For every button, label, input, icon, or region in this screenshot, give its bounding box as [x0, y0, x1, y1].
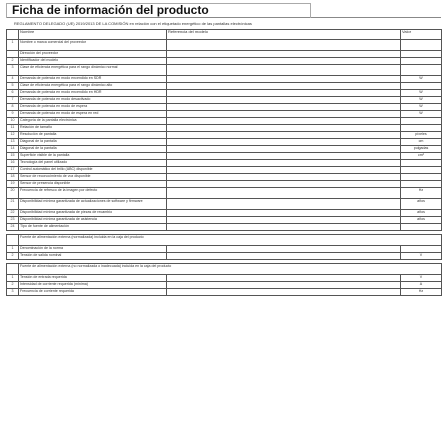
row-number	[7, 51, 19, 58]
row-number: 22	[7, 210, 19, 217]
row-number: 3	[7, 65, 19, 76]
row-unit	[401, 51, 442, 58]
row-number: 4	[7, 76, 19, 83]
row-unit: años	[401, 210, 442, 217]
row-value	[167, 160, 401, 167]
row-label: Tensión de entrada requerida	[19, 275, 167, 282]
table-row	[7, 253, 442, 260]
row-number: 18	[7, 174, 19, 181]
row-label: Diagonal de la pantalla	[19, 146, 167, 153]
row-value	[167, 58, 401, 65]
row-label: Relación de tamaño	[19, 125, 167, 132]
row-unit: V	[401, 253, 442, 260]
row-number: 1	[7, 246, 19, 253]
row-label: Demanda de potencia en modo de espera en red	[19, 111, 167, 118]
row-value	[167, 275, 401, 282]
table-row	[7, 139, 442, 146]
row-label: Identificador del modelo	[19, 58, 167, 65]
row-label: Sensor de reconocimiento de voz disponible	[19, 174, 167, 181]
row-value	[167, 111, 401, 118]
row-value	[167, 224, 401, 231]
row-unit	[401, 65, 442, 76]
row-value	[167, 167, 401, 174]
row-value	[167, 83, 401, 90]
table-row	[7, 199, 442, 210]
row-unit: V	[401, 275, 442, 282]
row-unit	[401, 83, 442, 90]
row-label: Clase de eficiencia energética para el rango dinámico normal	[19, 65, 167, 76]
row-unit	[401, 246, 442, 253]
row-label: Demanda de potencia en modo de espera	[19, 104, 167, 111]
table-row	[7, 167, 442, 174]
row-number: 5	[7, 83, 19, 90]
row-number: 17	[7, 167, 19, 174]
row-value	[167, 118, 401, 125]
row-value	[167, 90, 401, 97]
product-fiche-table	[6, 29, 442, 296]
table-row	[7, 217, 442, 224]
row-value	[167, 199, 401, 210]
header-model: Referencia del modelo	[167, 30, 401, 40]
row-number: 16	[7, 160, 19, 167]
row-number: 1	[7, 40, 19, 51]
row-label: Intensidad de corriente requerida (mínima)	[19, 282, 167, 289]
row-value	[167, 65, 401, 76]
row-value	[167, 104, 401, 111]
document-title: Ficha de información del producto	[12, 3, 209, 17]
row-number: 2	[7, 253, 19, 260]
row-value	[167, 246, 401, 253]
row-value	[167, 217, 401, 224]
table-row	[7, 289, 442, 296]
row-number: 8	[7, 104, 19, 111]
row-unit	[401, 118, 442, 125]
row-label: Tecnología del panel utilizado	[19, 160, 167, 167]
row-label: Clase de eficiencia energética para el rango dinámico alto	[19, 83, 167, 90]
row-number: 12	[7, 132, 19, 139]
row-label: Demanda de potencia en modo encendido en SDR	[19, 76, 167, 83]
row-unit: píxeles	[401, 132, 442, 139]
row-number: 21	[7, 199, 19, 210]
row-value	[167, 132, 401, 139]
row-label: Disponibilidad mínima garantizada de actualizaciones de software y firmware	[19, 199, 167, 210]
row-number: 7	[7, 97, 19, 104]
row-unit: Hz	[401, 289, 442, 296]
row-value	[167, 289, 401, 296]
row-number: 20	[7, 188, 19, 199]
header-name: Nombre	[19, 30, 167, 40]
table-row	[7, 111, 442, 118]
row-label: Demanda de potencia en modo encendido en HDR	[19, 90, 167, 97]
row-value	[167, 40, 401, 51]
table-row	[7, 210, 442, 217]
row-unit	[401, 181, 442, 188]
row-unit: W	[401, 97, 442, 104]
table-row	[7, 76, 442, 83]
row-value	[167, 76, 401, 83]
row-value	[167, 125, 401, 132]
row-number: 15	[7, 153, 19, 160]
table-row	[7, 118, 442, 125]
table-row	[7, 146, 442, 153]
row-unit	[401, 40, 442, 51]
row-number: 9	[7, 111, 19, 118]
row-number: 6	[7, 90, 19, 97]
row-label: Tipo de fuente de alimentación	[19, 224, 167, 231]
row-label: Nombre o marca comercial del proveedor	[19, 40, 167, 51]
row-number: 14	[7, 146, 19, 153]
row-label: Denominación de la norma	[19, 246, 167, 253]
row-value	[167, 210, 401, 217]
row-label: Disponibilidad mínima garantizada de piezas de recambio	[19, 210, 167, 217]
row-unit: pulgadas	[401, 146, 442, 153]
row-number: 24	[7, 224, 19, 231]
row-unit: W	[401, 104, 442, 111]
table-header-row	[7, 30, 442, 40]
row-unit	[401, 125, 442, 132]
title-bar	[6, 3, 441, 18]
row-number: 1	[7, 275, 19, 282]
row-number: 10	[7, 118, 19, 125]
table-row	[7, 282, 442, 289]
table-row	[7, 51, 442, 58]
table-row	[7, 65, 442, 76]
row-number: 2	[7, 282, 19, 289]
row-number: 11	[7, 125, 19, 132]
row-number: 23	[7, 217, 19, 224]
row-unit: cm	[401, 139, 442, 146]
row-number: 2	[7, 58, 19, 65]
table-row	[7, 83, 442, 90]
table-row	[7, 153, 442, 160]
section-header-row	[7, 235, 442, 246]
table-row	[7, 58, 442, 65]
row-label: Tensión de salida nominal	[19, 253, 167, 260]
row-value	[167, 181, 401, 188]
row-unit	[401, 167, 442, 174]
row-unit	[401, 224, 442, 231]
row-value	[167, 51, 401, 58]
table-row	[7, 125, 442, 132]
row-label: Demanda de potencia en modo desactivado	[19, 97, 167, 104]
table-row	[7, 224, 442, 231]
row-label: Frecuencia de refresco de la imagen por defecto	[19, 188, 167, 199]
row-label: Resolución de pantalla	[19, 132, 167, 139]
row-label: Superficie visible de la pantalla	[19, 153, 167, 160]
row-unit: cm²	[401, 153, 442, 160]
row-value	[167, 139, 401, 146]
row-label: Sensor de presencia disponible	[19, 181, 167, 188]
header-value: Valor	[401, 30, 442, 40]
row-unit: años	[401, 199, 442, 210]
row-unit: W	[401, 76, 442, 83]
table-row	[7, 160, 442, 167]
row-value	[167, 253, 401, 260]
table-row	[7, 97, 442, 104]
row-value	[167, 153, 401, 160]
row-value	[167, 146, 401, 153]
row-value	[167, 97, 401, 104]
table-row	[7, 188, 442, 199]
section-header-row	[7, 264, 442, 275]
row-number: 3	[7, 289, 19, 296]
row-number: 19	[7, 181, 19, 188]
row-unit: A	[401, 282, 442, 289]
row-label: Frecuencia de corriente requerida	[19, 289, 167, 296]
section-label: Fuente de alimentación externa (no normalizada o inadecuada) incluida en la caja del producto	[19, 264, 442, 275]
row-number: 13	[7, 139, 19, 146]
row-value	[167, 282, 401, 289]
row-label: Disponibilidad mínima garantizada de asistencia	[19, 217, 167, 224]
table-row	[7, 275, 442, 282]
table-row	[7, 246, 442, 253]
table-row	[7, 40, 442, 51]
row-label: Control automático del brillo (ABC) disponible	[19, 167, 167, 174]
row-label: Dirección del proveedor	[19, 51, 167, 58]
table-row	[7, 174, 442, 181]
regulation-reference: REGLAMENTO DELEGADO (UE) 2019/2013 DE LA COMISIÓN en relación con el etiquetado energético de las pantallas electrónicas	[14, 21, 252, 26]
row-unit: W	[401, 111, 442, 118]
row-value	[167, 188, 401, 199]
row-label: Diagonal de la pantalla	[19, 139, 167, 146]
row-unit	[401, 160, 442, 167]
row-value	[167, 174, 401, 181]
row-label: Categoría de la pantalla electrónica	[19, 118, 167, 125]
row-unit	[401, 174, 442, 181]
table-row	[7, 90, 442, 97]
table-row	[7, 132, 442, 139]
section-label: Fuente de alimentación externa (normalizada) incluida en la caja del producto	[19, 235, 442, 246]
table-row	[7, 181, 442, 188]
row-unit: años	[401, 217, 442, 224]
row-unit: W	[401, 90, 442, 97]
table-row	[7, 104, 442, 111]
row-unit: Hz	[401, 188, 442, 199]
row-unit	[401, 58, 442, 65]
